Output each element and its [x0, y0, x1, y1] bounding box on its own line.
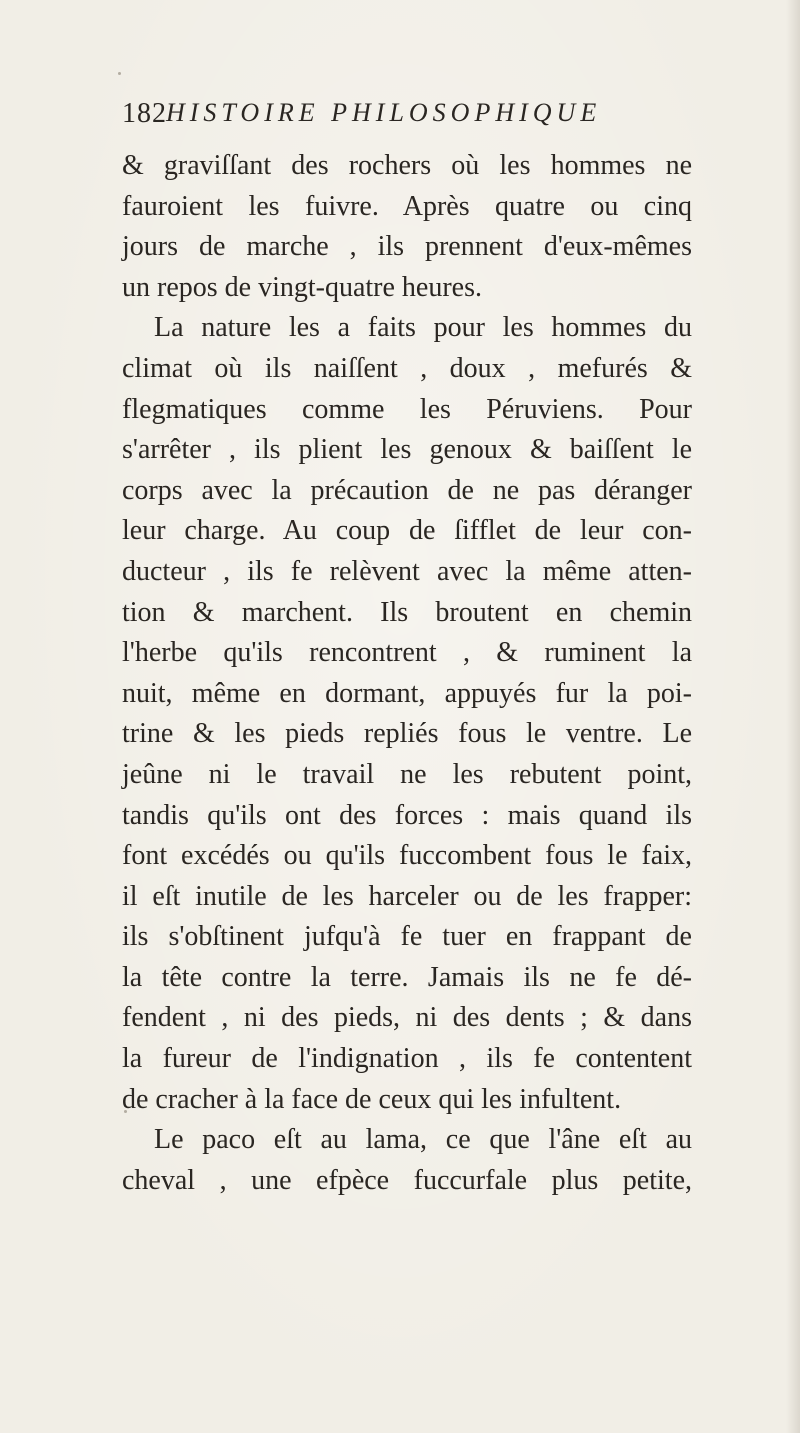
text-line: ducteur , ils fe relèvent avec la même atten-: [122, 555, 692, 587]
text-line: trine & les pieds repliés fous le ventre. Le: [122, 718, 692, 750]
text-line: corps avec la précaution de ne pas déranger: [122, 474, 692, 506]
text-line: s'arrêter , ils plient les genoux & baiſſent le: [122, 434, 692, 466]
text-line: jours de marche , ils prennent d'eux-mêmes: [122, 231, 692, 263]
text-line: Le paco eſt au lama, ce que l'âne eſt au: [154, 1124, 692, 1156]
text-line: ils s'obſtinent jufqu'à fe tuer en frappant de: [122, 921, 692, 953]
text-line: climat où ils naiſſent , doux , mefurés &: [122, 352, 692, 384]
page-edge-shadow: [786, 0, 800, 1433]
body-text: [122, 146, 692, 1201]
text-line: de cracher à la face de ceux qui les infultent.: [122, 1083, 622, 1115]
text-line: nuit, même en dormant, appuyés fur la poi-: [122, 677, 692, 709]
text-line: tandis qu'ils ont des forces : mais quand ils: [122, 799, 692, 831]
text-line: un repos de vingt-quatre heures.: [122, 271, 482, 303]
text-line: leur charge. Au coup de ſifflet de leur con-: [122, 515, 692, 547]
text-line: l'herbe qu'ils rencontrent , & ruminent la: [122, 637, 692, 669]
text-line: jeûne ni le travail ne les rebutent point,: [122, 758, 692, 790]
text-line: fauroient les fuivre. Après quatre ou cinq: [122, 190, 692, 222]
text-line: tion & marchent. Ils broutent en chemin: [122, 596, 692, 628]
text-line: la fureur de l'indignation , ils fe contentent: [122, 1043, 692, 1075]
paper-speck: [118, 72, 121, 75]
page-number: 182: [122, 98, 167, 129]
text-line: il eſt inutile de les harceler ou de les frapper:: [122, 880, 692, 912]
text-line: la tête contre la terre. Jamais ils ne fe dé-: [122, 961, 692, 993]
running-header: [122, 96, 692, 136]
running-title: HISTOIRE PHILOSOPHIQUE: [166, 98, 602, 127]
text-line: fendent , ni des pieds, ni des dents ; & dans: [122, 1002, 692, 1034]
text-line: & graviſſant des rochers où les hommes ne: [122, 150, 692, 181]
text-line: flegmatiques comme les Péruviens. Pour: [122, 393, 692, 425]
text-line: cheval , une efpèce fuccurfale plus petite,: [122, 1164, 692, 1196]
text-line: font excédés ou qu'ils fuccombent fous le faix,: [122, 840, 692, 872]
text-line: La nature les a faits pour les hommes du: [154, 312, 692, 344]
